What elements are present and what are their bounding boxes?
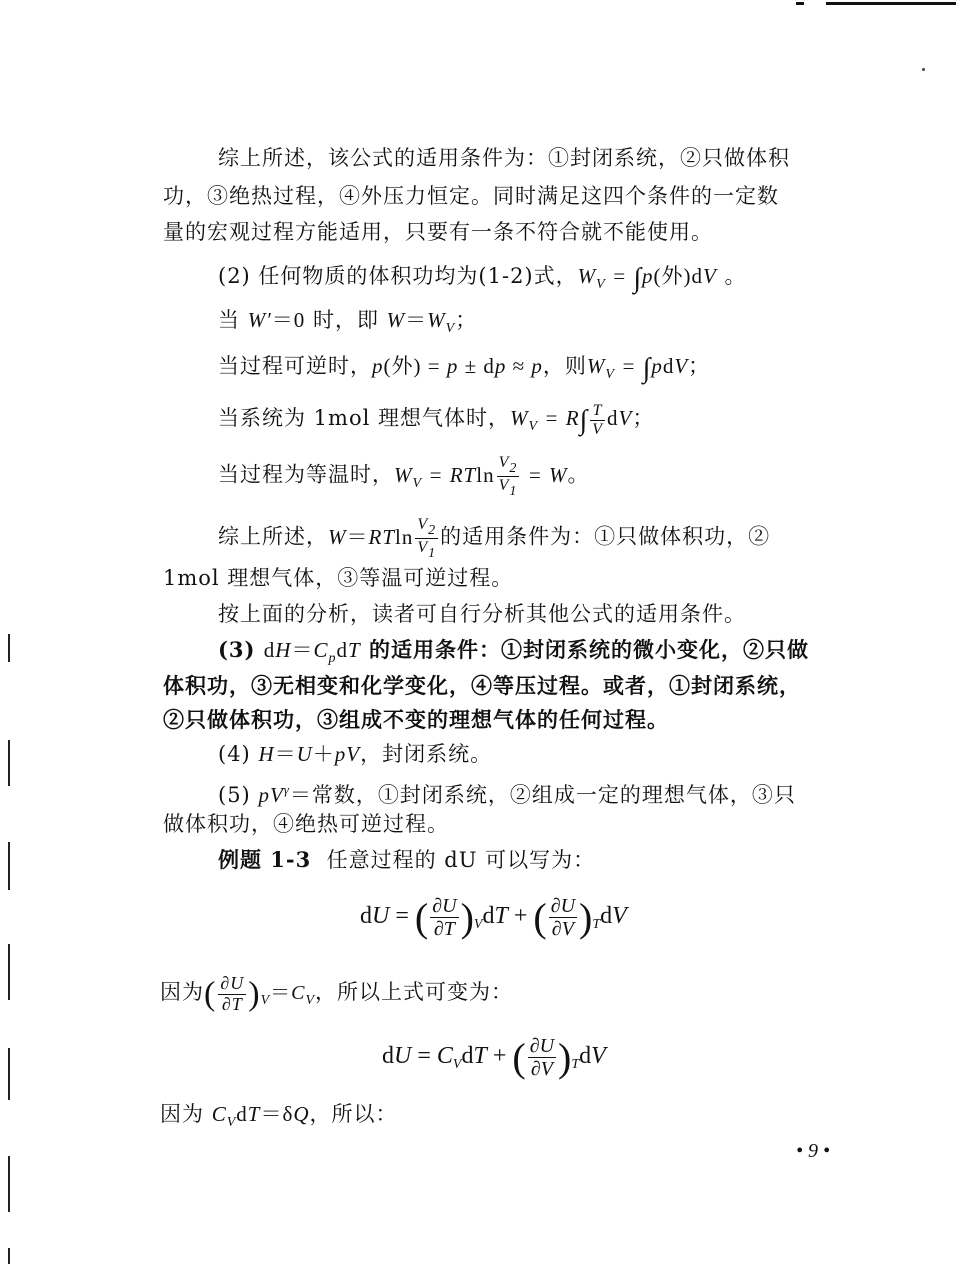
paragraph-2: (2) 任何物质的体积功均为(1-2)式，$W_V = \int p$(外)dV 。 [218,263,747,294]
paragraph-6-prefix: 当过程为等温时， [218,462,394,487]
scan-edge-mark-7 [8,1248,10,1264]
paragraph-8: 按上面的分析，读者可自行分析其他公式的适用条件。 [218,602,746,626]
formula-pv-gamma: $pV^\gamma$ [258,782,290,807]
paragraph-9-line-1 [218,636,809,673]
example-label: 例题 1-3 [218,847,312,872]
paragraph-9-prefix: (3) [218,637,256,662]
paragraph-13: 因为 $C_VdT=\delta Q$，所以： [160,1102,398,1130]
scan-edge-mark-5 [8,1048,10,1100]
paragraph-12-suffix: 所以上式可变为： [337,979,514,1004]
formula-isothermal: $W_V = RTln$ $\frac{V2}{V1}$ = W [394,454,568,500]
paragraph-13-prefix: 因为 [160,1102,204,1126]
formula-w-prime-zero: W′＝0 [247,308,306,332]
paragraph-12: 因为( $\frac{\partial U}{\partial T}$ )$_V=C_V$，所以上式可变为： [160,973,514,1014]
scan-edge-mark-6 [8,1156,10,1212]
paragraph-11-prefix: (5) [218,783,251,807]
paragraph-1-line-2: 功，③绝热过程，④外压力恒定。同时满足这四个条件的一定数 [163,184,779,208]
formula-w-rtln: W＝RTln $\frac{V2}{V1}$ [328,516,437,562]
paragraph-10-prefix: (4) [218,742,251,766]
page-number: • 9 • [796,1140,831,1162]
paragraph-11-suffix: ＝常数，①封闭系统，②组成一定的理想气体，③只 [289,783,796,807]
formula-w-equals-wv: $W=W_V$ [386,308,456,336]
example-text: 任意过程的 dU 可以写为： [326,848,596,872]
formula-wv-pdv: $W_V = \int pdV$ [586,353,689,384]
top-rule-short [796,2,804,5]
scan-edge-mark-2 [8,740,10,786]
formula-enthalpy: H＝U＋pV [258,742,361,766]
paragraph-10 [218,740,492,768]
paragraph-7-line-2: 1mol 理想气体，③等温可逆过程。 [163,566,514,590]
paragraph-4-mid: 则 [564,354,587,378]
paragraph-7-line-1 [218,516,770,562]
paragraph-9-line-2: 体积功，③无相变和化学变化，④等压过程。或者，①封闭系统， [163,673,801,698]
paragraph-1-line-1: 综上所述，该公式的适用条件为：①封闭系统，②只做体积 [218,146,790,170]
paragraph-4: 当过程可逆时，p(外) = p ± dp ≈ p，则$W_V = \int pdV$； [218,353,711,384]
paragraph-10-suffix: ，封闭系统。 [360,742,493,766]
scan-speck [922,68,925,71]
formula-cvdt-dq: $C_VdT=\delta Q$ [211,1102,310,1130]
paragraph-4-prefix: 当过程可逆时， [218,354,372,378]
formula-p-external: p(外) = p ± dp ≈ p [372,354,543,378]
paragraph-5-prefix: 当系统为 1mol 理想气体时， [218,405,510,430]
paragraph-11-line-2: 做体积功，④绝热可逆过程。 [163,812,449,836]
paragraph-3-mid: 时，即 [312,308,379,332]
scan-edge-mark-3 [8,842,10,890]
top-rule [826,2,956,5]
scan-edge-mark-4 [8,944,10,1000]
paragraph-11-line-1 [218,776,796,809]
paragraph-12-prefix: 因为 [160,979,204,1004]
paragraph-3: 当 W′＝0 时，即 $W=W_V$； [218,308,478,336]
paragraph-7-prefix: 综上所述， [218,524,328,549]
equation-du-cv: dU = $C_VdT$ + ( $\frac{\partial U}{\partial V}$ )$_TdV$ [382,1035,606,1080]
formula-dh-cpdt: $dH=C_pdT$ [263,638,361,666]
paragraph-3-prefix: 当 [218,308,240,332]
paragraph-2-text: (2) 任何物质的体积功均为(1-2)式， [218,264,578,288]
equation-du-total: dU = ( $\frac{\partial U}{\partial T}$ )$_VdT$ + ( $\frac{\partial U}{\partial V}$ )$_TdV$ [360,895,627,940]
paragraph-9-suffix: 的适用条件：①封闭系统的微小变化，②只做 [368,637,809,662]
formula-wv-ideal-gas: $W_V = R\int$ $\frac{T}{V}$ dV [509,402,633,438]
paragraph-1-line-3: 量的宏观过程方能适用，只要有一条不符合就不能使用。 [163,220,713,244]
formula-cv-definition: ( $\frac{\partial U}{\partial T}$ )$_V=C_V$ [204,973,316,1014]
paragraph-5: 当系统为 1mol 理想气体时，$W_V = R\int$ $\frac{T}{V}$ dV； [218,402,655,438]
example-heading [218,846,595,874]
paragraph-13-suffix: 所以： [331,1102,398,1126]
scan-edge-mark-1 [8,634,10,662]
paragraph-6: 当过程为等温时，$W_V = RTln$ $\frac{V2}{V1}$ = W。 [218,454,590,500]
formula-wv-integral: $W_V = \int p$(外)dV [577,263,717,294]
paragraph-7-suffix: 的适用条件为：①只做体积功，② [440,524,771,549]
paragraph-9-line-3: ②只做体积功，③组成不变的理想气体的任何过程。 [163,707,669,732]
